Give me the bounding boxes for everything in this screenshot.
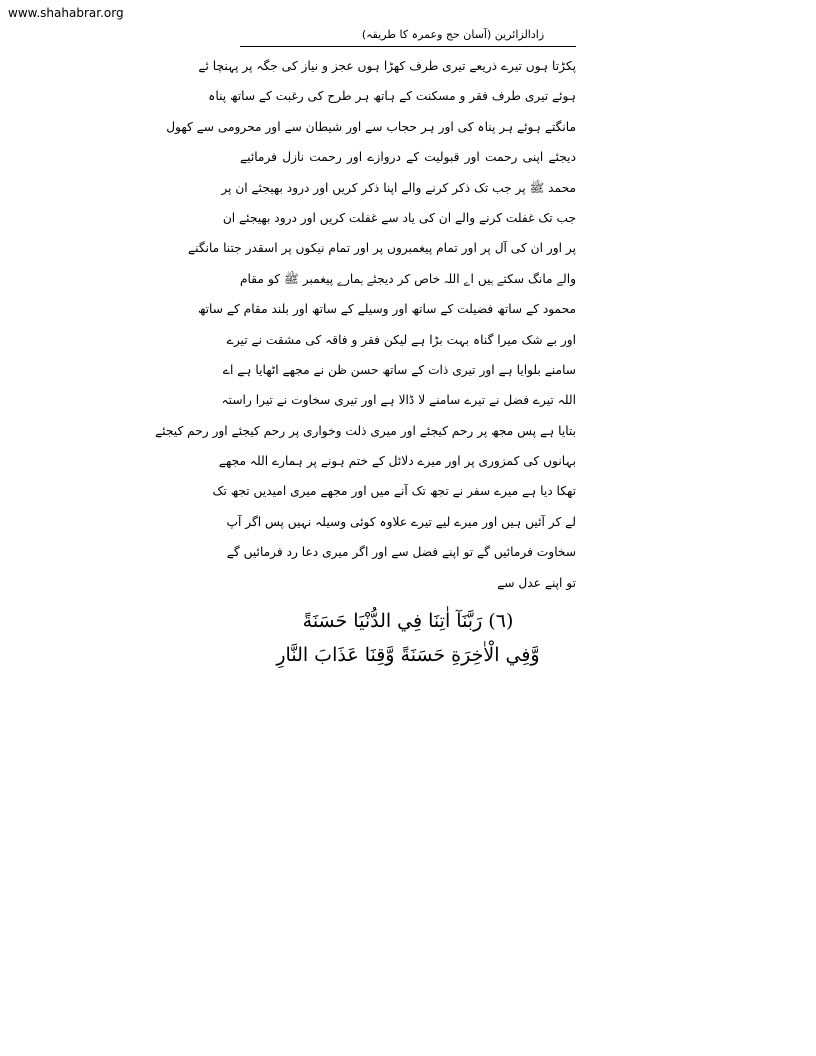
site-watermark: www.shahabrar.org xyxy=(8,6,124,20)
text-line: جب تک غفلت کرنے والے ان کی یاد سے غفلت کریں اور درود بھیجئے ان xyxy=(222,210,576,225)
dua-line: (٦) رَبَّنَآ اٰتِنَا فِي الدُّنْيَا حَسَنَةً xyxy=(302,610,514,633)
text-line: لے کر آئیں ہیں اور میرے لیے تیرے علاوہ کوئی وسیلہ نہیں پس اگر آپ xyxy=(226,514,576,529)
text-line: مانگتے ہوئے ہر پناہ کی اور ہر حجاب سے اور شیطان سے اور محرومی سے کھول xyxy=(166,119,576,134)
text-line: تو اپنے عدل سے xyxy=(497,575,576,590)
text-line: سخاوت فرمائیں گے تو اپنے فضل سے اور اگر میری دعا رد فرمائیں گے xyxy=(226,545,576,560)
text-line: بہانوں کی کمزوری پر اور میرے دلائل کے ختم ہونے پر ہمارے اللہ مجھے xyxy=(218,454,576,469)
running-head: زادالزائرین (آسان حج وعمرہ کا طریقہ) xyxy=(361,28,545,41)
text-line: والے مانگ سکتے ہیں اے اللہ خاص کر دیجئے ہمارے پیغمبر ﷺ کو مقام xyxy=(240,271,576,286)
text-line: بتایا ہے پس مجھ پر رحم کیجئے اور میری ذلت وخواری پر رحم کیجئے اور رحم کیجئے xyxy=(155,423,576,438)
header-rule xyxy=(240,46,576,47)
text-line: سامنے بلوایا ہے اور تیری ذات کے ساتھ حسن ظن نے مجھے اٹھایا ہے اے xyxy=(222,362,576,377)
text-line: محمد ﷺ پر جب تک ذکر کرنے والے اپنا ذکر کریں اور درود بھیجئے ان پر xyxy=(221,180,576,195)
book-page xyxy=(155,26,576,672)
text-line: پکڑتا ہوں تیرے ذریعے تیری طرف کھڑا ہوں عجز و نیاز کی جگہ پر پہنچا ئے xyxy=(198,59,576,73)
text-line: اللہ تیرے فضل نے تیرے سامنے لا ڈالا ہے اور تیری سخاوت نے تیرا راستہ xyxy=(221,393,576,408)
text-line: پر اور ان کی آل پر اور تمام پیغمبروں پر اور تمام نیکوں پر اسقدر جتنا مانگنے xyxy=(188,241,576,256)
text-line: اور بے شک میرا گناہ بہت بڑا ہے لیکن فقر و فاقہ کی مشقت نے تیرے xyxy=(226,332,576,347)
text-line: ہوئے تیری طرف فقر و مسکنت کے ہاتھ ہر طرح کی رغبت کے ساتھ پناہ xyxy=(208,89,576,104)
body-text xyxy=(155,51,576,598)
dua-line: وَّفِي الْاٰخِرَةِ حَسَنَةً وَّقِنَا عَذَابَ النَّارِ xyxy=(276,644,540,667)
text-line: محمود کے ساتھ فضیلت کے ساتھ اور وسیلے کے ساتھ اور بلند مقام کے ساتھ xyxy=(197,302,576,317)
text-line: دیجئے اپنی رحمت اور قبولیت کے دروازے اور رحمت نازل فرمائیے xyxy=(240,150,576,165)
text-line: تھکا دیا ہے میرے سفر نے تجھ تک آنے میں اور مجھے میری امیدیں تجھ تک xyxy=(212,484,576,499)
dua-block xyxy=(240,604,576,672)
